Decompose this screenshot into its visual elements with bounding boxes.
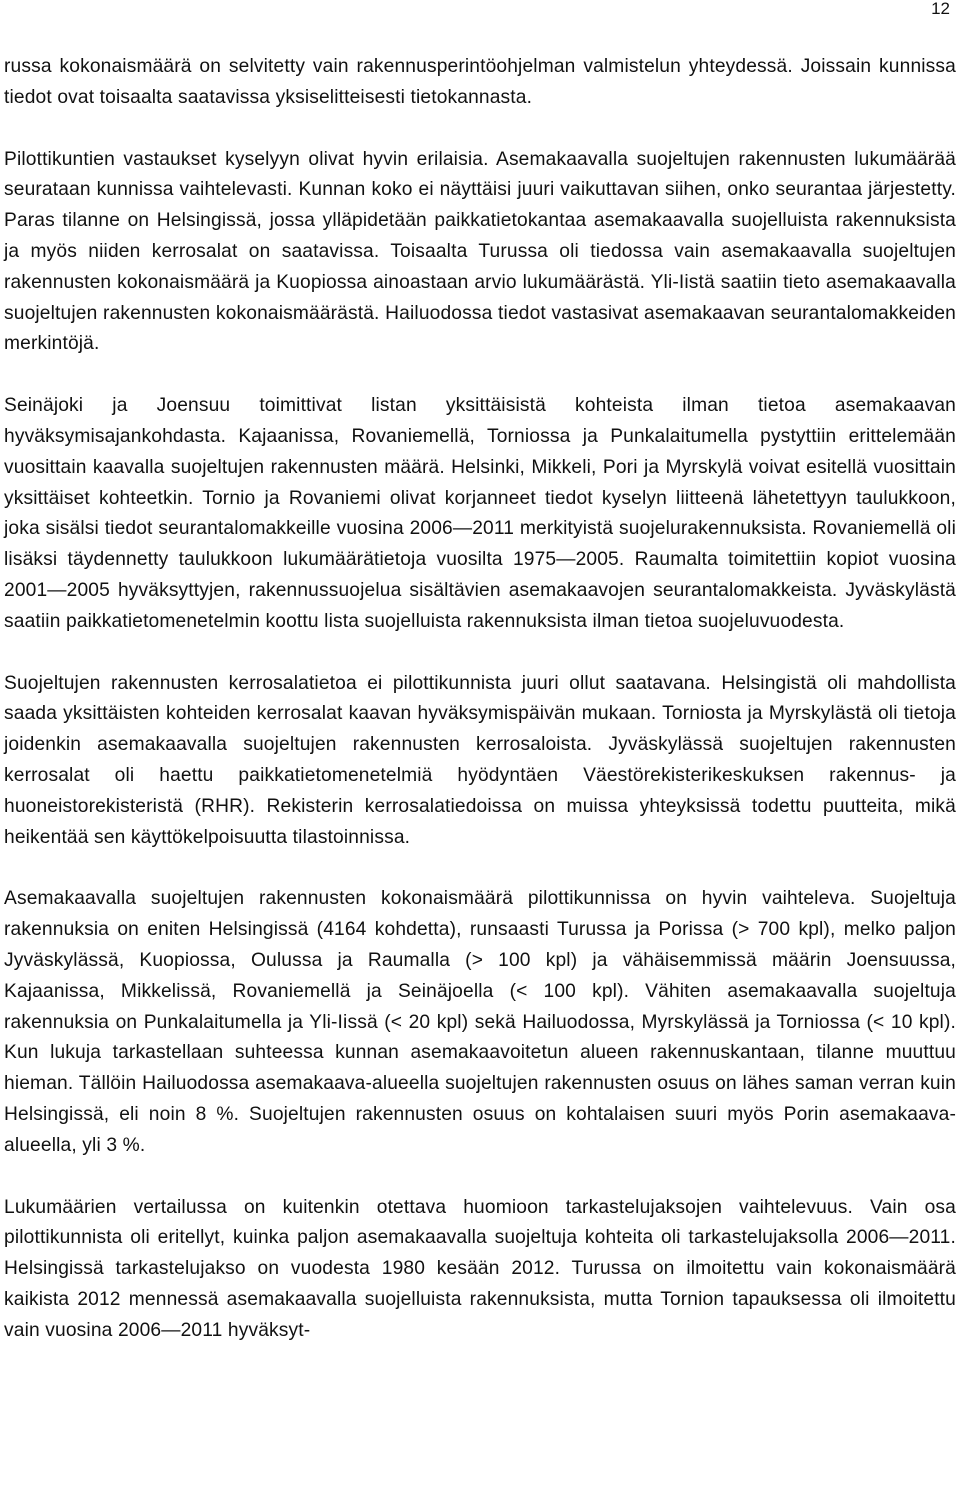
paragraph-1: russa kokonaismäärä on selvitetty vain rakennusperintöohjelman valmistelun yhteydessä. Joissain kunnissa tiedot ovat toisaalta saatavissa yksiselitteisesti tietokannasta.	[4, 56, 956, 108]
paragraph-2: Pilottikuntien vastaukset kyselyyn olivat hyvin erilaisia. Asemakaavalla suojeltujen rakennusten lukumäärää seurataan kunnissa vaihtelevasti. Kunnan koko ei näyttäisi juuri vaikuttavan siihen, onko seurantaa järjestetty. Paras tilanne on Helsingissä, jossa ylläpidetään paikkatietokantaa asemakaavalla suojelluista rakennuksista ja myös niiden kerrosalat on saatavissa. Toisaalta Turussa oli tiedossa vain asemakaavalla suojeltujen rakennusten kokonaismäärä ja Kuopiossa ainoastaan arvio lukumäärästä. Yli-Iistä saatiin tieto asemakaavalla suojeltujen rakennusten kokonaismäärästä. Hailuodossa tiedot vastasivat asemakaavan seurantalomakkeiden merkintöjä.	[4, 148, 956, 355]
page-number: 12	[931, 0, 950, 18]
paragraph-6: Lukumäärien vertailussa on kuitenkin otettava huomioon tarkastelujaksojen vaihtelevuus. Vain osa pilottikunnista oli eritellyt, kuinka paljon asemakaavalla suojeltuja kohteita oli tarkastelujaksolla 2006—2011. Helsingissä tarkastelujakso on vuodesta 1980 kesään 2012. Turussa on ilmoitettu vain kokonaismäärä kaikista 2012 mennessä asemakaavalla suojelluista rakennuksista, mutta Tornion tapauksessa oli ilmoitettu vain vuosina 2006—2011 hyväksyt-	[4, 1196, 956, 1341]
paragraph-3: Seinäjoki ja Joensuu toimittivat listan yksittäisistä kohteista ilman tietoa asemakaavan hyväksymisajankohdasta. Kajaanissa, Rovaniemellä, Torniossa ja Punkalaitumella pystyttiin erittelemään vuosittain kaavalla suojeltujen rakennusten määrä. Helsinki, Mikkeli, Pori ja Myrskylä voivat esitellä vuosittain yksittäiset kohteetkin. Tornio ja Rovaniemi olivat korjanneet tiedot kyselyn liitteenä lähetettyyn taulukkoon, joka sisälsi tiedot seurantalomakkeille vuosina 2006—2011 merkityistä suojelurakennuksista. Rovaniemellä oli lisäksi täydennetty taulukkoon lukumäärätietoja vuosilta 1975—2005. Raumalta toimitettiin kopiot vuosina 2001—2005 hyväksyttyjen, rakennussuojelua sisältävien asemakaavojen seurantalomakkeista. Jyväskylästä saatiin paikkatietomenetelmin koottu lista suojelluista rakennuksista ilman tietoa suojeluvuodesta.	[4, 395, 956, 632]
body-text	[4, 52, 956, 1346]
paragraph-4: Suojeltujen rakennusten kerrosalatietoa ei pilottikunnista juuri ollut saatavana. Helsingistä oli mahdollista saada yksittäisten kohteiden kerrosalat kaavan hyväksymispäivän mukaan. Torniosta ja Myrskylästä oli tietoja joidenkin asemakaavalla suojeltujen rakennusten kerrosaloista. Jyväskylässä suojeltujen rakennusten kerrosalat oli haettu paikkatietomenetelmiä hyödyntäen Väestörekisterikeskuksen rakennus- ja huoneistorekisteristä (RHR). Rekisterin kerrosalatiedoissa on muissa yhteyksissä todettu puutteita, mikä heikentää sen käyttökelpoisuutta tilastoinnissa.	[4, 672, 956, 848]
paragraph-5: Asemakaavalla suojeltujen rakennusten kokonaismäärä pilottikunnissa on hyvin vaihteleva. Suojeltuja rakennuksia on eniten Helsingissä (4164 kohdetta), runsaasti Turussa ja Porissa (> 700 kpl), melko paljon Jyväskylässä, Kuopiossa, Oulussa ja Raumalla (> 100 kpl) ja vähäisemmissä määrin Joensuussa, Kajaanissa, Mikkelissä, Rovaniemellä ja Seinäjoella (< 100 kpl). Vähiten asemakaavalla suojeltuja rakennuksia on Punkalaitumella ja Yli-Iissä (< 20 kpl) sekä Hailuodossa, Myrskylässä ja Torniossa (< 10 kpl). Kun lukuja tarkastellaan suhteessa kunnan asemakaavoitetun alueen rakennuskantaan, tilanne muuttuu hieman. Tällöin Hailuodossa asemakaava-alueella suojeltujen rakennusten osuus on lähes saman verran kuin Helsingissä, eli noin 8 %. Suojeltujen rakennusten osuus on kohtalaisen suuri myös Porin asemakaava-alueella, yli 3 %.	[4, 888, 956, 1156]
